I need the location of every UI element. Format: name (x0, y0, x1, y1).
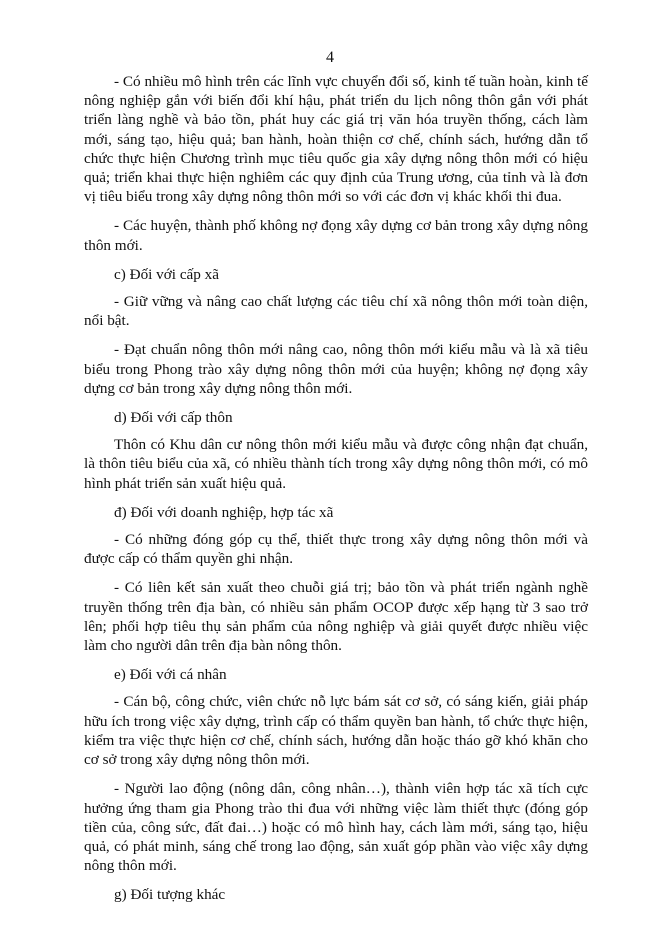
heading-individual: e) Đối với cá nhân (114, 666, 227, 684)
document-body (84, 72, 588, 913)
paragraph-enterprise-linkage: - Có liên kết sản xuất theo chuỗi giá trị; bảo tồn và phát triển ngành nghề truyền thống trên địa bàn, có nhiều sản phẩm OCOP được xếp hạng từ 3 sao trở lên; phối hợp tiêu thụ sản phẩm của nông nghiệp và giải quyết được nhiều việc làm cho người dân trên địa bàn nông thôn. (84, 579, 588, 655)
paragraph-officials: - Cán bộ, công chức, viên chức nỗ lực bám sát cơ sở, có sáng kiến, giải pháp hữu ích trong việc xây dựng, trình cấp có thẩm quyền ban hành, tổ chức thực hiện, kiểm tra việc thực hiện cơ chế, chính sách, hướng dẫn hoặc tháo gỡ khó khăn cho cơ sở trong xây dựng nông thôn mới. (84, 693, 588, 769)
paragraph-no-debt-district: - Các huyện, thành phố không nợ đọng xây dựng cơ bản trong xây dựng nông thôn mới. (84, 217, 588, 254)
paragraph-village: Thôn có Khu dân cư nông thôn mới kiểu mẫu và được công nhận đạt chuẩn, là thôn tiêu biểu của xã, có nhiều thành tích trong xây dựng nông thôn mới, có mô hình phát triển sản xuất hiệu quả. (84, 436, 588, 492)
heading-enterprise: đ) Đối với doanh nghiệp, hợp tác xã (114, 503, 334, 521)
paragraph-commune-standard: - Đạt chuẩn nông thôn mới nâng cao, nông thôn mới kiểu mẫu và là xã tiêu biểu trong Phong trào xây dựng nông thôn mới của huyện; không nợ đọng xây dựng cơ bản trong xây dựng nông thôn mới. (84, 341, 588, 397)
paragraph-models: - Có nhiều mô hình trên các lĩnh vực chuyển đổi số, kinh tế tuần hoàn, kinh tế nông nghiệp gắn với biến đổi khí hậu, phát triển du lịch nông thôn gắn với phát triển làng nghề và bảo tồn, phát huy các giá trị văn hóa truyền thống, cách làm mới, sáng tạo, hiệu quả; ban hành, hoàn thiện cơ chế, chính sách, hướng dẫn tổ chức thực hiện Chương trình mục tiêu quốc gia xây dựng nông thôn mới có hiệu quả; triển khai thực hiện nghiêm các quy định của Trung ương, của tỉnh và là đơn vị tiêu biểu trong xây dựng nông thôn mới so với các đơn vị khác khối thi đua. (84, 73, 588, 206)
heading-commune-level: c) Đối với cấp xã (114, 265, 220, 283)
page-number: 4 (326, 49, 334, 66)
paragraph-commune-criteria: - Giữ vững và nâng cao chất lượng các tiêu chí xã nông thôn mới toàn diện, nổi bật. (84, 293, 588, 330)
heading-other-subjects: g) Đối tượng khác (114, 886, 226, 904)
heading-village-level: d) Đối với cấp thôn (114, 409, 233, 427)
paragraph-enterprise-contribution: - Có những đóng góp cụ thể, thiết thực trong xây dựng nông thôn mới và được cấp có thẩm quyền ghi nhận. (84, 531, 588, 568)
paragraph-workers: - Người lao động (nông dân, công nhân…), thành viên hợp tác xã tích cực hưởng ứng tham gia Phong trào thi đua với những việc làm thiết thực (đóng góp tiền của, công sức, đất đai…) hoặc có mô hình hay, cách làm mới, sáng tạo, hiệu quả, có phát minh, sáng chế trong lao động, sản xuất góp phần vào việc xây dựng nông thôn mới. (84, 780, 588, 875)
